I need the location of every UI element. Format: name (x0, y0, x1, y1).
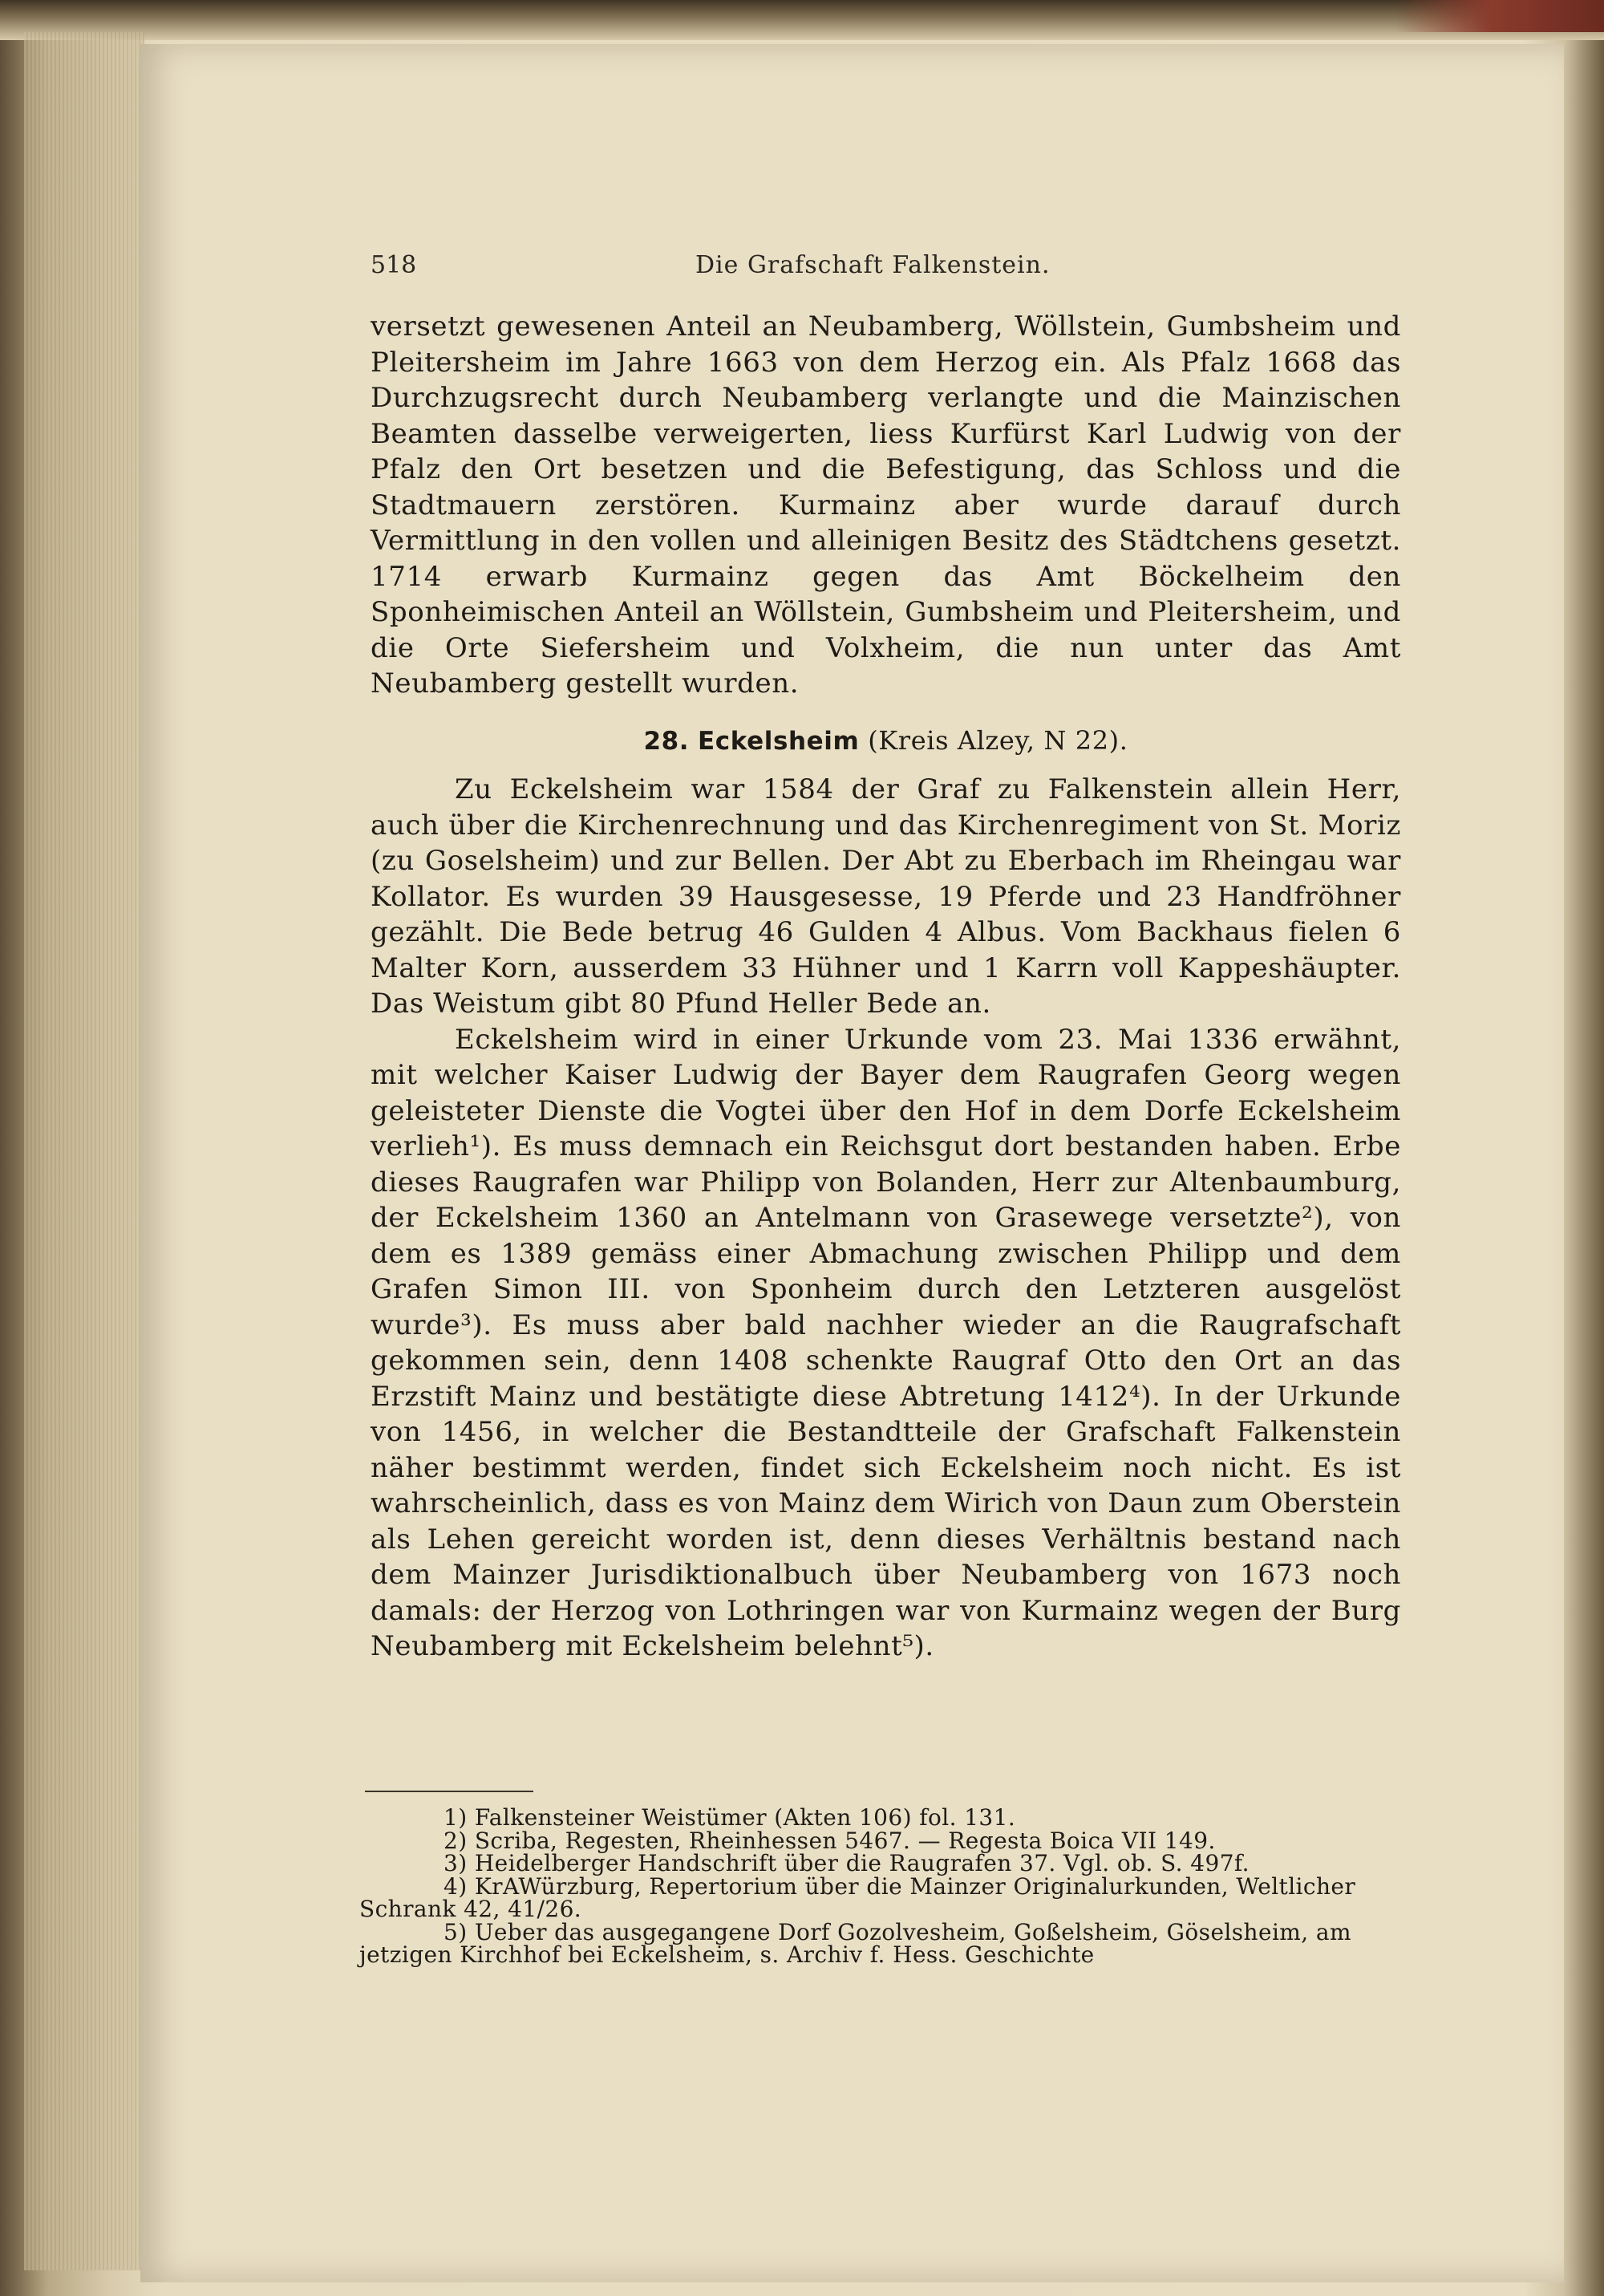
footnotes (359, 1804, 1398, 1968)
footnote-3: 3) Heidelberger Handschrift über die Raugrafen 37. Vgl. ob. S. 497f. (444, 1850, 1250, 1876)
paragraph-2: Zu Eckelsheim war 1584 der Graf zu Falkenstein allein Herr, auch über die Kirchenrechnung und das Kirchenregiment von St. Moriz (zu Goselsheim) und zur Bellen. Der Abt zu Eberbach im Rheingau war Kollator. Es wurden 39 Hausgesesse, 19 Pferde und 23 Handfröhner gezählt. Die Bede betrug 46 Gulden 4 Albus. Vom Backhaus fielen 6 Malter Korn, ausserdem 33 Hühner und 1 Karrn voll Kappeshäupter. Das Weistum gibt 80 Pfund Heller Bede an. (371, 773, 1401, 1020)
footnote-1: 1) Falkensteiner Weistümer (Akten 106) fol. 131. (444, 1804, 1016, 1831)
section-location: (Kreis Alzey, N 22). (868, 724, 1128, 756)
page-number: 518 (371, 251, 417, 279)
footnote-rule (365, 1791, 533, 1792)
footnote-4: 4) KrAWürzburg, Repertorium über die Mainzer Originalurkunden, Weltlicher Schrank 42, 41/26. (359, 1872, 1356, 1922)
section-number: 28. (643, 726, 690, 756)
paragraph-3: Eckelsheim wird in einer Urkunde vom 23. Mai 1336 erwähnt, mit welcher Kaiser Ludwig der Bayer dem Raugrafen Georg wegen geleisteter Dienste die Vogtei über den Hof in dem Dorfe Eckelsheim verlieh¹). Es muss demnach ein Reichsgut dort bestanden haben. Erbe dieses Raugrafen war Philipp von Bolanden, Herr zur Altenbaumburg, der Eckelsheim 1360 an Antelmann von Grasewege versetzte²), von dem es 1389 gemäss einer Abmachung zwischen Philipp und dem Grafen Simon III. von Sponheim durch den Letzteren ausgelöst wurde³). Es muss aber bald nachher wieder an die Raugrafschaft gekommen sein, denn 1408 schenkte Raugraf Otto den Ort an das Erzstift Mainz und bestätigte diese Abtretung 1412⁴). In der Urkunde von 1456, in welcher die Bestandtteile der Grafschaft Falkenstein näher bestimmt werden, findet sich Eckelsheim noch nicht. Es ist wahrscheinlich, dass es von Mainz dem Wirich von Daun zum Oberstein als Lehen gereicht worden ist, denn dieses Verhältnis bestand nach dem Mainzer Jurisdiktionalbuch über Neubamberg von 1673 noch damals: der Herzog von Lothringen war von Kurmainz wegen der Burg Neubamberg mit Eckelsheim belehnt⁵). (371, 1023, 1401, 1662)
footnote-2: 2) Scriba, Regesten, Rheinhessen 5467. — Regesta Boica VII 149. (444, 1827, 1216, 1854)
page-edges (24, 32, 144, 2270)
paragraph-1: versetzt gewesenen Anteil an Neubamberg, Wöllstein, Gumbsheim und Pleitersheim im Jahre 1663 von dem Herzog ein. Als Pfalz 1668 das Durchzugsrecht durch Neubamberg verlangte und die Mainzischen Beamten dasselbe verweigerten, liess Kurfürst Karl Ludwig von der Pfalz den Ort besetzen und die Befestigung, das Schloss und die Stadtmauern zerstören. Kurmainz aber wurde darauf durch Vermittlung in den vollen und alleinigen Besitz des Städtchens gesetzt. 1714 erwarb Kurmainz gegen das Amt Böckelheim den Sponheimischen Anteil an Wöllstein, Gumbsheim und Pleitersheim, und die Orte Siefersheim und Volxheim, die nun unter das Amt Neubamberg gestellt wurden. (371, 310, 1401, 700)
body-text (371, 309, 1401, 1665)
book-red-edge (1395, 0, 1604, 32)
running-head (371, 251, 1401, 283)
book-top-edge (0, 0, 1604, 40)
running-title: Die Grafschaft Falkenstein. (695, 251, 1051, 279)
section-heading (371, 723, 1401, 760)
footnote-5: 5) Ueber das ausgegangene Dorf Gozolvesheim, Goßelsheim, Göselsheim, am jetzigen Kirchhof bei Eckelsheim, s. Archiv f. Hess. Geschichte (359, 1918, 1351, 1968)
section-name: Eckelsheim (697, 726, 860, 756)
